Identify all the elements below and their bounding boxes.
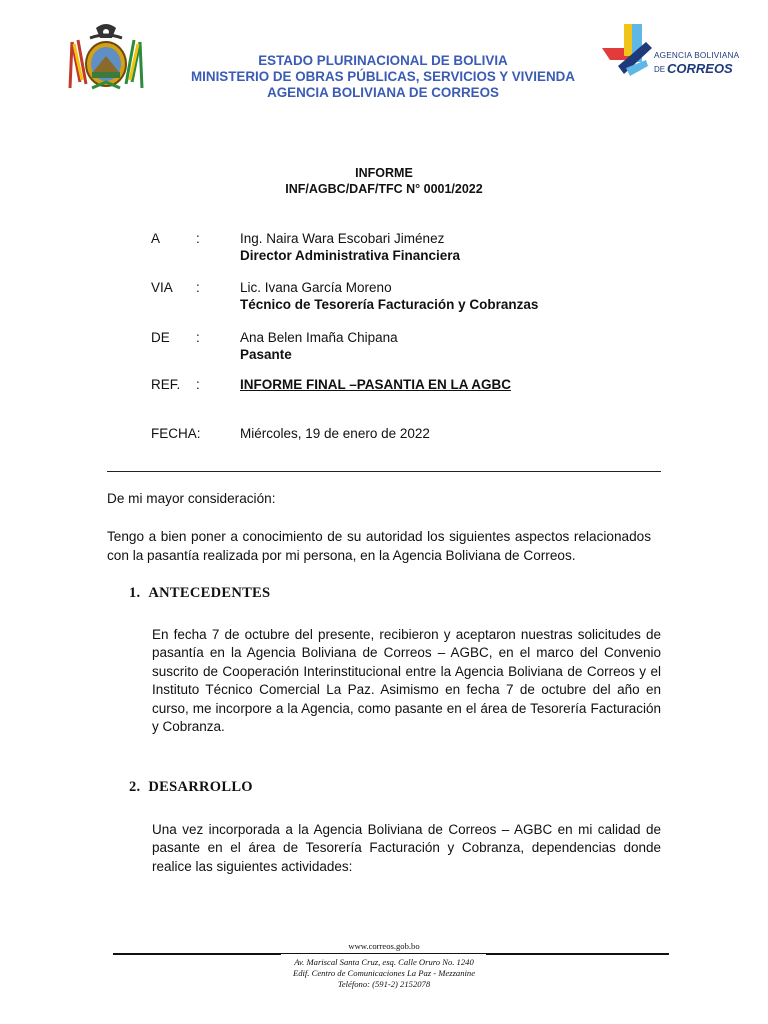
- correos-logo: [596, 16, 756, 100]
- correos-logo-brand: CORREOS: [667, 61, 733, 76]
- section-1-number: 1.: [129, 585, 141, 601]
- header-divider: [107, 471, 661, 472]
- from-name: Ana Belen Imaña Chipana: [240, 330, 398, 345]
- report-title: INFORME: [355, 166, 413, 180]
- date-label: FECHA:: [151, 426, 201, 441]
- footer-phone: Teléfono: (591-2) 2152078: [337, 979, 431, 989]
- via-label: VIA: [151, 280, 173, 295]
- section-1-heading: [129, 585, 270, 602]
- section-2-heading: [129, 779, 253, 796]
- intro-paragraph: Tengo a bien poner a conocimiento de su autoridad los siguientes aspectos relacionados con la pasantía realizada por mi persona, en la Agencia Boliviana de Correos.: [107, 529, 651, 563]
- correos-logo-de: DE: [654, 65, 666, 74]
- ref-label: REF.: [151, 377, 181, 392]
- section-2-number: 2.: [129, 779, 141, 795]
- footer-rule-center: [281, 953, 486, 954]
- letterhead: [150, 53, 616, 101]
- ref-colon: :: [196, 377, 200, 392]
- via-name: Lic. Ivana García Moreno: [240, 280, 392, 295]
- section-1-paragraph: En fecha 7 de octubre del presente, recibieron y aceptaron nuestras solicitudes de pasantía en la Agencia Boliviana de Correos – AGBC, en el marco del Convenio suscrito de Cooperación Interinstitucional entre la Agencia Boliviana de Correos y el Instituto Técnico Comercial La Paz. Asimismo en fecha 7 de octubre del año en curso, me incorpore a la Agencia, como pasante en el área de Tesorería Facturación y Cobranza.: [152, 627, 661, 735]
- correos-logo-caption: AGENCIA BOLIVIANA: [654, 51, 740, 60]
- report-number: INF/AGBC/DAF/TFC N° 0001/2022: [285, 182, 483, 196]
- letterhead-line-ministry: MINISTERIO DE OBRAS PÚBLICAS, SERVICIOS Y VIVIENDA: [191, 69, 575, 84]
- section-2-paragraph: Una vez incorporada a la Agencia Boliviana de Correos – AGBC en mi calidad de pasante en el área de Tesorería Facturación y Cobranza, dependencias donde realice las siguientes actividades:: [152, 822, 661, 874]
- ref-value: INFORME FINAL –PASANTIA EN LA AGBC: [240, 377, 512, 392]
- from-role: Pasante: [240, 346, 292, 362]
- from-sender: [240, 330, 398, 363]
- section-2-title: DESARROLLO: [148, 779, 253, 795]
- coat-of-arms-emblem: [66, 22, 146, 96]
- footer-rule-left: [113, 953, 281, 955]
- via-colon: :: [196, 280, 200, 295]
- to-colon: :: [196, 231, 200, 246]
- letterhead-line-state: ESTADO PLURINACIONAL DE BOLIVIA: [258, 53, 508, 68]
- to-name: Ing. Naira Wara Escobari Jiménez: [240, 231, 445, 246]
- section-1-title: ANTECEDENTES: [148, 585, 271, 601]
- to-role: Director Administrativa Financiera: [240, 247, 461, 263]
- greeting: De mi mayor consideración:: [107, 491, 276, 506]
- from-label: DE: [151, 330, 170, 345]
- footer-address-1: Av. Mariscal Santa Cruz, esq. Calle Oruro No. 1240: [294, 957, 474, 967]
- letterhead-line-agency: AGENCIA BOLIVIANA DE CORREOS: [267, 85, 499, 100]
- correos-logo-mark-icon: [596, 16, 656, 86]
- footer-website[interactable]: www.correos.gob.bo: [348, 941, 420, 951]
- footer-rule-right: [486, 953, 669, 955]
- from-colon: :: [196, 330, 200, 345]
- to-recipient: [240, 231, 460, 264]
- via-recipient: [240, 280, 538, 313]
- to-label: A: [151, 231, 161, 246]
- via-role: Técnico de Tesorería Facturación y Cobranzas: [240, 296, 539, 312]
- date-value: Miércoles, 19 de enero de 2022: [240, 426, 430, 441]
- footer-address-2: Edif. Centro de Comunicaciones La Paz - Mezzanine: [292, 968, 476, 978]
